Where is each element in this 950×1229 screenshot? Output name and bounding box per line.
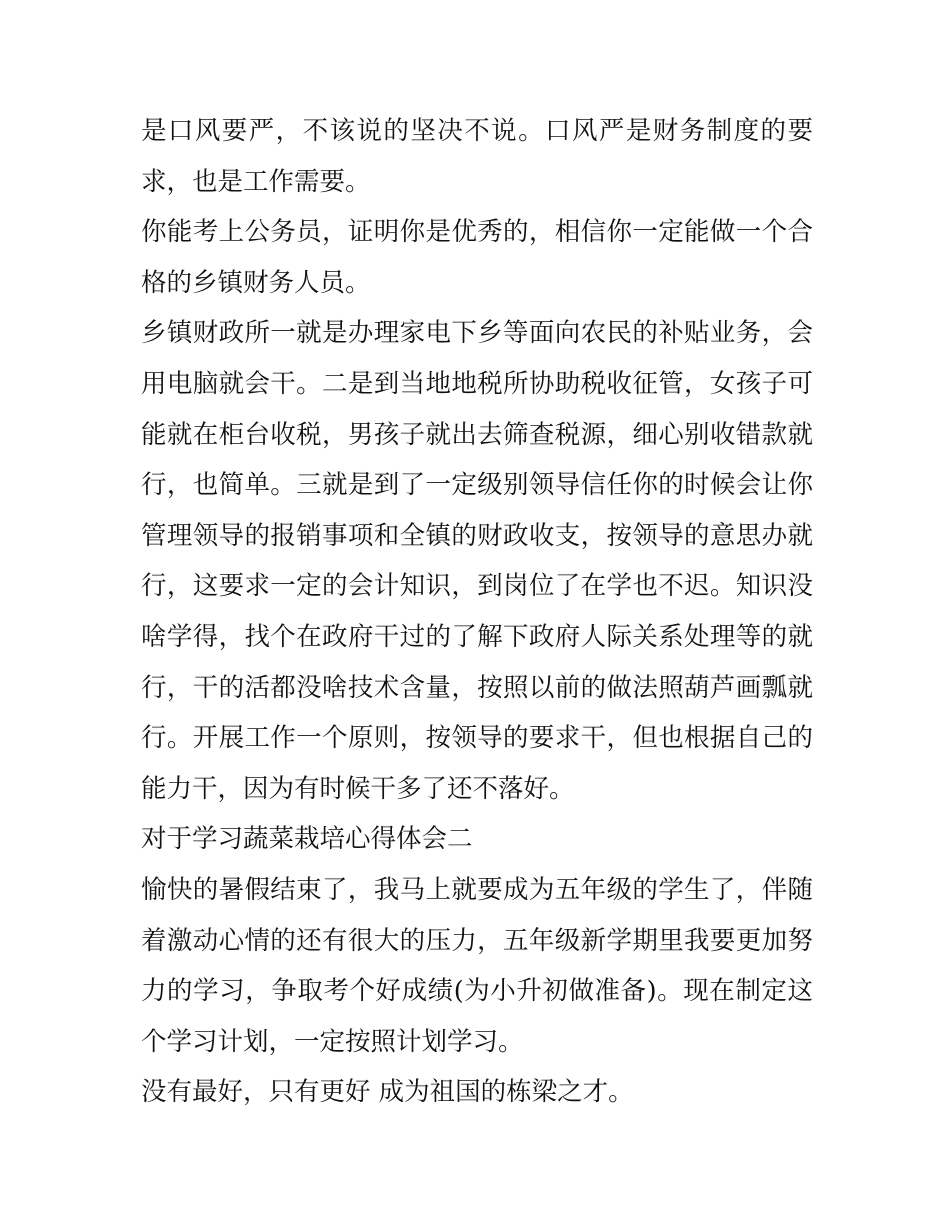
- section-heading: 对于学习蔬菜栽培心得体会二: [141, 824, 473, 855]
- paragraph-study-plan: 愉快的暑假结束了，我马上就要成为五年级的学生了，伴随着激动心情的还有很大的压力，五年级新学期里我要更加努力的学习，争取考个好成绩(为小升初做准备)。现在制定这个学习计划，一定按照计划学习。: [141, 874, 813, 1057]
- paragraph-confidentiality: 是口风要严，不该说的坚决不说。口风严是财务制度的要求，也是工作需要。: [141, 116, 813, 197]
- paragraph-encouragement: 你能考上公务员，证明你是优秀的，相信你一定能做一个合格的乡镇财务人员。: [141, 217, 813, 298]
- paragraph-closing: 没有最好，只有更好 成为祖国的栋梁之才。: [141, 1077, 634, 1108]
- paragraph-township-finance-duties: 乡镇财政所一就是办理家电下乡等面向农民的补贴业务，会用电脑就会干。二是到当地地税所协助税收征管，女孩子可能就在柜台收税，男孩子就出去筛查税源，细心别收错款就行，也简单。三就是到了一定级别领导信任你的时候会让你管理领导的报销事项和全镇的财政收支，按领导的意思办就行，这要求一定的会计知识，到岗位了在学也不迟。知识没啥学得，找个在政府干过的了解下政府人际关系处理等的就行，干的活都没啥技术含量，按照以前的做法照葫芦画瓢就行。开展工作一个原则，按领导的要求干，但也根据自己的能力干，因为有时候干多了还不落好。: [141, 318, 813, 804]
- document-body: [141, 106, 813, 1118]
